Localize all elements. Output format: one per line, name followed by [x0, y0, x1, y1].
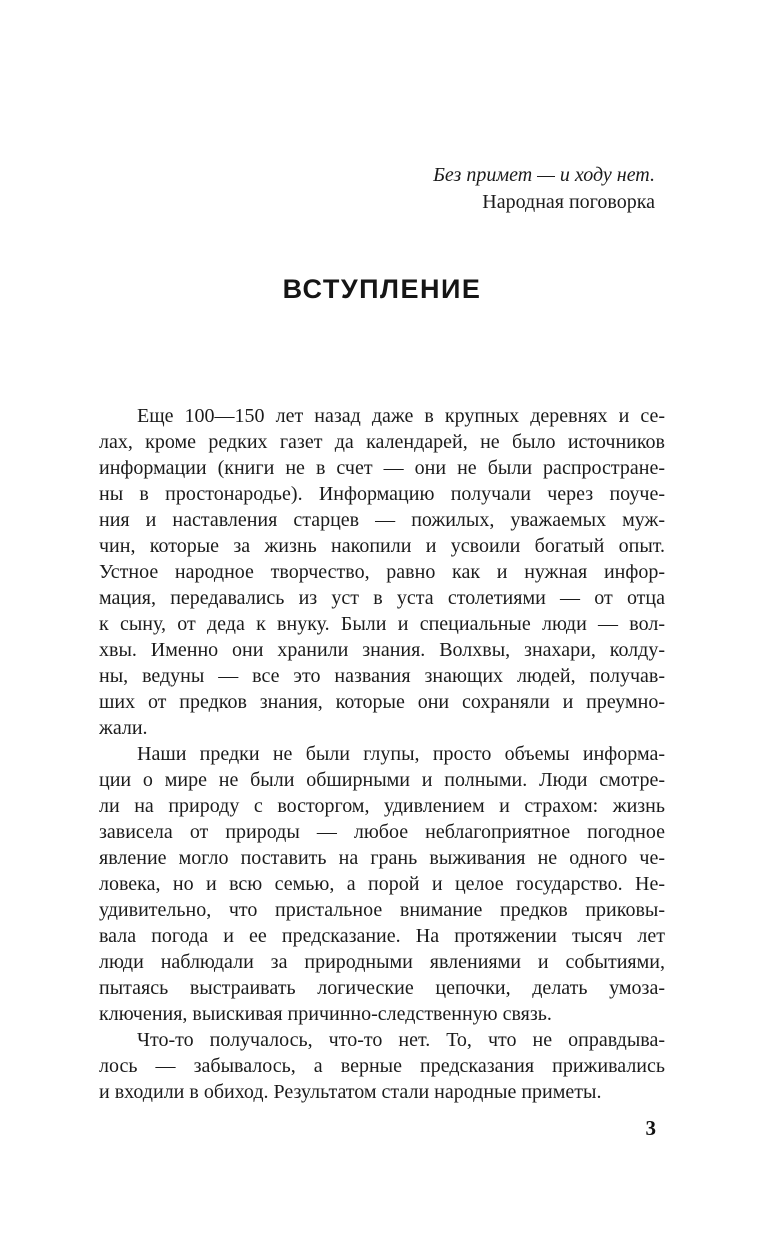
text-line: пытаясь выстраивать логические цепочки, делать умоза- — [99, 977, 665, 999]
text-line: чин, которые за жизнь накопили и усвоили богатый опыт. — [99, 535, 665, 557]
text-line: Наши предки не были глупы, просто объемы информа- — [137, 743, 665, 765]
text-line: ны, ведуны — все это названия знающих людей, получав- — [99, 665, 665, 687]
text-line: вала погода и ее предсказание. На протяжении тысяч лет — [99, 925, 665, 947]
page-number-folio: 3 — [645, 1116, 656, 1140]
chapter-title: ВСТУПЛЕНИЕ — [282, 274, 482, 304]
text-line: ших от предков знания, которые они сохраняли и преумно- — [99, 691, 665, 713]
text-line: ны в простонародье). Информацию получали через поуче- — [99, 483, 665, 505]
text-line: Что-то получалось, что-то нет. То, что не оправдыва- — [137, 1029, 665, 1051]
text-line: ния и наставления старцев — пожилых, уважаемых муж- — [99, 509, 665, 531]
text-line: зависела от природы — любое неблагоприятное погодное — [99, 821, 665, 843]
text-line: лах, кроме редких газет да календарей, не было источников — [99, 431, 665, 453]
text-line: явление могло поставить на грань выживания не одного че- — [99, 847, 665, 869]
text-line: информации (книги не в счет — они не были распростране- — [99, 457, 665, 479]
text-line: хвы. Именно они хранили знания. Волхвы, знахари, колду- — [99, 639, 665, 661]
epigraph-quote: Без примет — и ходу нет. — [433, 164, 655, 186]
text-line: и входили в обиход. Результатом стали народные приметы. — [99, 1081, 602, 1103]
text-line: лось — забывалось, а верные предсказания приживались — [99, 1055, 665, 1077]
text-line: ли на природу с восторгом, удивлением и страхом: жизнь — [99, 795, 665, 817]
text-line: удивительно, что пристальное внимание предков приковы- — [99, 899, 665, 921]
text-line: Устное народное творчество, равно как и нужная инфор- — [99, 561, 665, 583]
epigraph — [433, 162, 655, 216]
text-line: мация, передавались из уст в уста столетиями — от отца — [99, 587, 665, 609]
text-line: ключения, выискивая причинно-следственную связь. — [99, 1003, 552, 1025]
epigraph-attribution: Народная поговорка — [482, 191, 655, 213]
text-line: к сыну, от деда к внуку. Были и специальные люди — вол- — [99, 613, 665, 635]
text-line: жали. — [99, 717, 148, 739]
text-line: ции о мире не были обширными и полными. Люди смотре- — [99, 769, 665, 791]
text-line: Еще 100—150 лет назад даже в крупных деревнях и се- — [137, 405, 665, 427]
text-line: люди наблюдали за природными явлениями и событиями, — [99, 951, 665, 973]
text-line: ловека, но и всю семью, а порой и целое государство. Не- — [99, 873, 665, 895]
body-text — [99, 403, 665, 1105]
